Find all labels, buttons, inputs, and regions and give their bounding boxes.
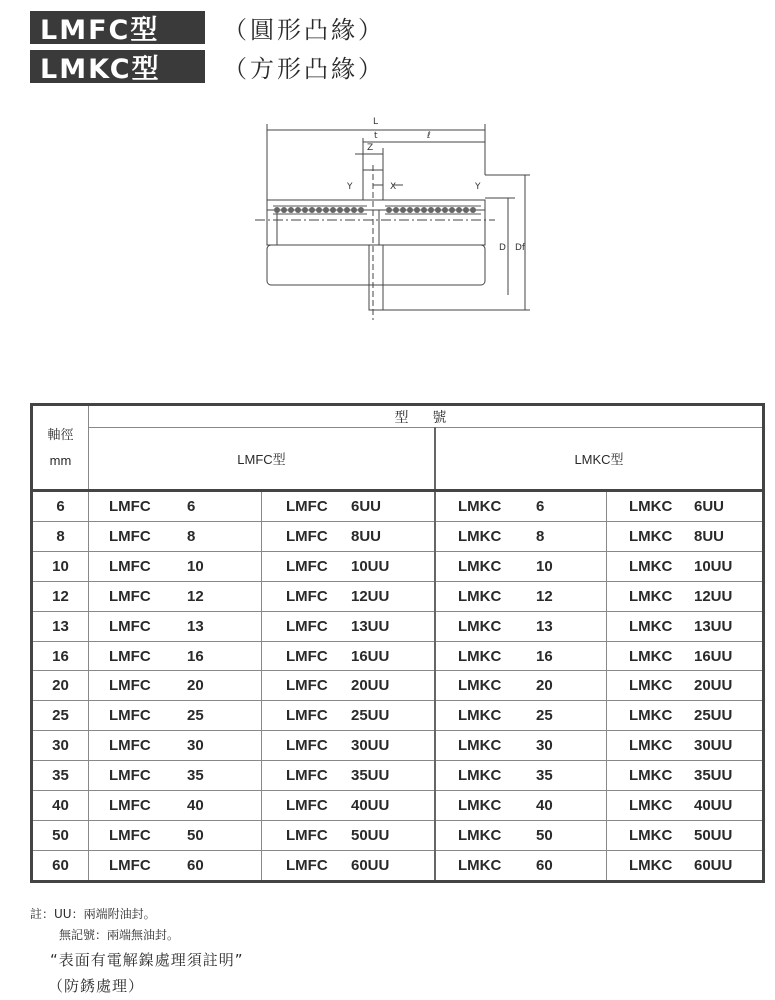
model-series: LMKC xyxy=(458,737,502,755)
shaft-diameter: 30 xyxy=(32,731,89,761)
model-series: LMFC xyxy=(109,527,151,545)
model-series: LMFC xyxy=(109,737,151,755)
model-series: LMFC xyxy=(286,707,328,725)
title-lmkc xyxy=(30,50,385,83)
model-size: 60UU xyxy=(351,856,390,874)
shaft-diameter: 40 xyxy=(32,791,89,821)
model-size: 13 xyxy=(536,617,553,635)
model-cell xyxy=(89,761,262,791)
model-cell xyxy=(89,521,262,551)
model-series: LMKC xyxy=(629,557,673,575)
model-series: LMKC xyxy=(629,767,673,785)
model-size: 6UU xyxy=(351,497,382,515)
model-cell xyxy=(607,761,764,791)
model-size: 35 xyxy=(187,767,204,785)
shaft-diameter: 35 xyxy=(32,761,89,791)
model-cell xyxy=(435,611,607,641)
model-cell xyxy=(262,581,436,611)
model-size: 50UU xyxy=(351,826,390,844)
model-size: 8 xyxy=(536,527,545,545)
model-size: 8 xyxy=(187,527,196,545)
model-cell xyxy=(89,821,262,851)
model-cell xyxy=(262,611,436,641)
model-series: LMKC xyxy=(629,797,673,815)
model-series: LMFC xyxy=(109,767,151,785)
shaft-header xyxy=(32,405,89,491)
model-cell xyxy=(607,731,764,761)
model-series: LMKC xyxy=(458,497,502,515)
model-size: 13UU xyxy=(694,617,733,635)
model-size: 60UU xyxy=(694,856,733,874)
model-series: LMFC xyxy=(286,527,328,545)
shaft-diameter: 50 xyxy=(32,821,89,851)
model-size: 40UU xyxy=(694,797,733,815)
model-series: LMFC xyxy=(109,856,151,874)
model-size: 6 xyxy=(187,497,196,515)
model-size: 20 xyxy=(536,677,553,695)
table-row xyxy=(32,821,764,851)
model-size: 50 xyxy=(536,826,553,844)
table-row xyxy=(32,491,764,522)
model-size: 20 xyxy=(187,677,204,695)
model-size: 35 xyxy=(536,767,553,785)
model-cell xyxy=(262,521,436,551)
model-cell xyxy=(262,551,436,581)
model-series: LMFC xyxy=(286,856,328,874)
model-series: LMKC xyxy=(629,527,673,545)
model-series: LMKC xyxy=(629,617,673,635)
model-cell xyxy=(435,521,607,551)
dim-label-X: X xyxy=(390,182,397,192)
model-size: 30 xyxy=(187,737,204,755)
group-header-lmfc: LMFC型 xyxy=(89,428,436,491)
model-cell xyxy=(435,731,607,761)
table-row xyxy=(32,611,764,641)
table-row xyxy=(32,850,764,881)
model-cell xyxy=(435,850,607,881)
model-series: LMFC xyxy=(286,737,328,755)
table-row xyxy=(32,731,764,761)
model-series: LMFC xyxy=(286,797,328,815)
model-size: 8UU xyxy=(351,527,382,545)
model-cell xyxy=(607,701,764,731)
model-series: LMKC xyxy=(458,707,502,725)
model-size: 60 xyxy=(536,856,553,874)
shaft-diameter: 20 xyxy=(32,671,89,701)
model-series: LMFC xyxy=(286,826,328,844)
shaft-diameter: 60 xyxy=(32,850,89,881)
model-series: LMKC xyxy=(629,707,673,725)
shaft-diameter: 16 xyxy=(32,641,89,671)
dim-label-Y-left: Y xyxy=(347,182,353,192)
model-series: LMFC xyxy=(109,617,151,635)
dim-label-L: L xyxy=(373,117,379,127)
table-row xyxy=(32,551,764,581)
model-size: 35UU xyxy=(351,767,390,785)
model-cell xyxy=(607,551,764,581)
model-cell xyxy=(435,821,607,851)
model-size: 12UU xyxy=(694,587,733,605)
model-size: 10UU xyxy=(694,557,733,575)
model-series: LMFC xyxy=(109,797,151,815)
model-series: LMKC xyxy=(629,737,673,755)
model-cell xyxy=(607,821,764,851)
title-badge-lmfc: LMFC型 xyxy=(30,11,205,44)
note-uu: 註：UU：兩端附油封。 xyxy=(30,907,156,921)
model-series: LMKC xyxy=(458,587,502,605)
model-cell xyxy=(262,671,436,701)
model-size: 30 xyxy=(536,737,553,755)
model-cell xyxy=(262,850,436,881)
model-series: LMKC xyxy=(458,557,502,575)
shaft-header-label: 軸徑 xyxy=(47,426,74,442)
model-series: LMFC xyxy=(286,587,328,605)
model-cell xyxy=(262,701,436,731)
group-header-lmkc: LMKC型 xyxy=(435,428,764,491)
model-size: 40 xyxy=(536,797,553,815)
model-size: 16UU xyxy=(351,647,390,665)
model-cell xyxy=(435,491,607,522)
model-cell xyxy=(262,641,436,671)
model-series: LMKC xyxy=(629,587,673,605)
model-size: 16 xyxy=(536,647,553,665)
model-size: 25 xyxy=(536,707,553,725)
shaft-diameter: 8 xyxy=(32,521,89,551)
title-lmfc xyxy=(30,11,385,44)
model-cell xyxy=(435,791,607,821)
model-series: LMFC xyxy=(286,497,328,515)
dim-label-Df: Df xyxy=(515,243,526,253)
model-cell xyxy=(435,581,607,611)
model-cell xyxy=(89,791,262,821)
model-series: LMKC xyxy=(458,617,502,635)
model-size: 10 xyxy=(187,557,204,575)
model-cell xyxy=(89,611,262,641)
model-size: 16UU xyxy=(694,647,733,665)
table-row xyxy=(32,581,764,611)
model-series: LMFC xyxy=(109,677,151,695)
title-subtitle-lmkc: （方形凸緣） xyxy=(223,55,385,83)
model-series: LMFC xyxy=(286,617,328,635)
model-cell xyxy=(89,850,262,881)
shaft-diameter: 10 xyxy=(32,551,89,581)
model-cell xyxy=(89,671,262,701)
model-size: 13 xyxy=(187,617,204,635)
model-cell xyxy=(607,850,764,881)
model-series: LMFC xyxy=(286,557,328,575)
model-size: 30UU xyxy=(694,737,733,755)
model-series: LMFC xyxy=(286,647,328,665)
model-size: 20UU xyxy=(351,677,390,695)
model-size: 12 xyxy=(536,587,553,605)
dim-label-Y-right: Y xyxy=(475,182,481,192)
table-row xyxy=(32,761,764,791)
model-cell xyxy=(435,671,607,701)
model-size: 16 xyxy=(187,647,204,665)
model-size: 40 xyxy=(187,797,204,815)
model-cell xyxy=(89,581,262,611)
model-size: 60 xyxy=(187,856,204,874)
shaft-header-unit: mm xyxy=(49,452,72,468)
model-size: 25 xyxy=(187,707,204,725)
shaft-diameter: 13 xyxy=(32,611,89,641)
shaft-diameter: 12 xyxy=(32,581,89,611)
model-header: 型 號 xyxy=(89,405,764,428)
table-row xyxy=(32,671,764,701)
title-badge-lmkc: LMKC型 xyxy=(30,50,205,83)
model-cell xyxy=(262,821,436,851)
model-cell xyxy=(89,551,262,581)
shaft-diameter: 25 xyxy=(32,701,89,731)
model-size: 50 xyxy=(187,826,204,844)
model-cell xyxy=(435,701,607,731)
model-cell xyxy=(607,491,764,522)
model-cell xyxy=(89,641,262,671)
note-rustproof: （防銹處理） xyxy=(48,977,145,995)
model-series: LMKC xyxy=(458,527,502,545)
model-size: 50UU xyxy=(694,826,733,844)
model-series: LMFC xyxy=(109,557,151,575)
dim-label-D: D xyxy=(499,243,506,253)
note-no-mark: 無記號：兩端無油封。 xyxy=(59,928,180,942)
model-size: 25UU xyxy=(694,707,733,725)
model-cell xyxy=(607,611,764,641)
model-size: 6UU xyxy=(694,497,725,515)
model-series: LMFC xyxy=(286,677,328,695)
model-size: 40UU xyxy=(351,797,390,815)
model-series: LMKC xyxy=(458,647,502,665)
table-row xyxy=(32,791,764,821)
bearing-drawing xyxy=(255,110,545,320)
model-cell xyxy=(262,761,436,791)
model-size: 20UU xyxy=(694,677,733,695)
title-subtitle-lmfc: （圓形凸緣） xyxy=(223,16,385,44)
model-cell xyxy=(89,701,262,731)
shaft-diameter: 6 xyxy=(32,491,89,522)
model-size: 25UU xyxy=(351,707,390,725)
dim-label-t: t xyxy=(374,131,378,141)
model-size: 6 xyxy=(536,497,545,515)
note-nickel: “表面有電解鎳處理須註明” xyxy=(50,951,244,969)
model-cell xyxy=(89,491,262,522)
model-cell xyxy=(262,491,436,522)
model-series: LMKC xyxy=(458,856,502,874)
model-table xyxy=(30,403,765,883)
model-size: 12 xyxy=(187,587,204,605)
model-series: LMFC xyxy=(286,767,328,785)
model-series: LMFC xyxy=(109,707,151,725)
model-size: 10UU xyxy=(351,557,390,575)
model-cell xyxy=(262,791,436,821)
model-series: LMKC xyxy=(629,826,673,844)
model-cell xyxy=(607,581,764,611)
model-series: LMKC xyxy=(629,677,673,695)
model-series: LMFC xyxy=(109,826,151,844)
model-series: LMKC xyxy=(629,647,673,665)
model-cell xyxy=(607,641,764,671)
model-cell xyxy=(435,641,607,671)
model-size: 8UU xyxy=(694,527,725,545)
model-cell xyxy=(89,731,262,761)
model-series: LMKC xyxy=(458,767,502,785)
model-cell xyxy=(262,731,436,761)
model-series: LMKC xyxy=(629,856,673,874)
model-size: 30UU xyxy=(351,737,390,755)
model-cell xyxy=(607,671,764,701)
model-series: LMFC xyxy=(109,587,151,605)
model-series: LMKC xyxy=(458,797,502,815)
model-series: LMFC xyxy=(109,647,151,665)
dim-label-l: ℓ xyxy=(427,131,431,141)
model-size: 10 xyxy=(536,557,553,575)
model-cell xyxy=(607,521,764,551)
model-series: LMKC xyxy=(458,826,502,844)
model-size: 35UU xyxy=(694,767,733,785)
table-row xyxy=(32,701,764,731)
model-series: LMFC xyxy=(109,497,151,515)
model-cell xyxy=(435,551,607,581)
model-series: LMKC xyxy=(458,677,502,695)
model-size: 12UU xyxy=(351,587,390,605)
model-cell xyxy=(607,791,764,821)
dim-label-Z: Z xyxy=(367,143,374,153)
model-series: LMKC xyxy=(629,497,673,515)
model-cell xyxy=(435,761,607,791)
table-row xyxy=(32,641,764,671)
table-row xyxy=(32,521,764,551)
model-size: 13UU xyxy=(351,617,390,635)
